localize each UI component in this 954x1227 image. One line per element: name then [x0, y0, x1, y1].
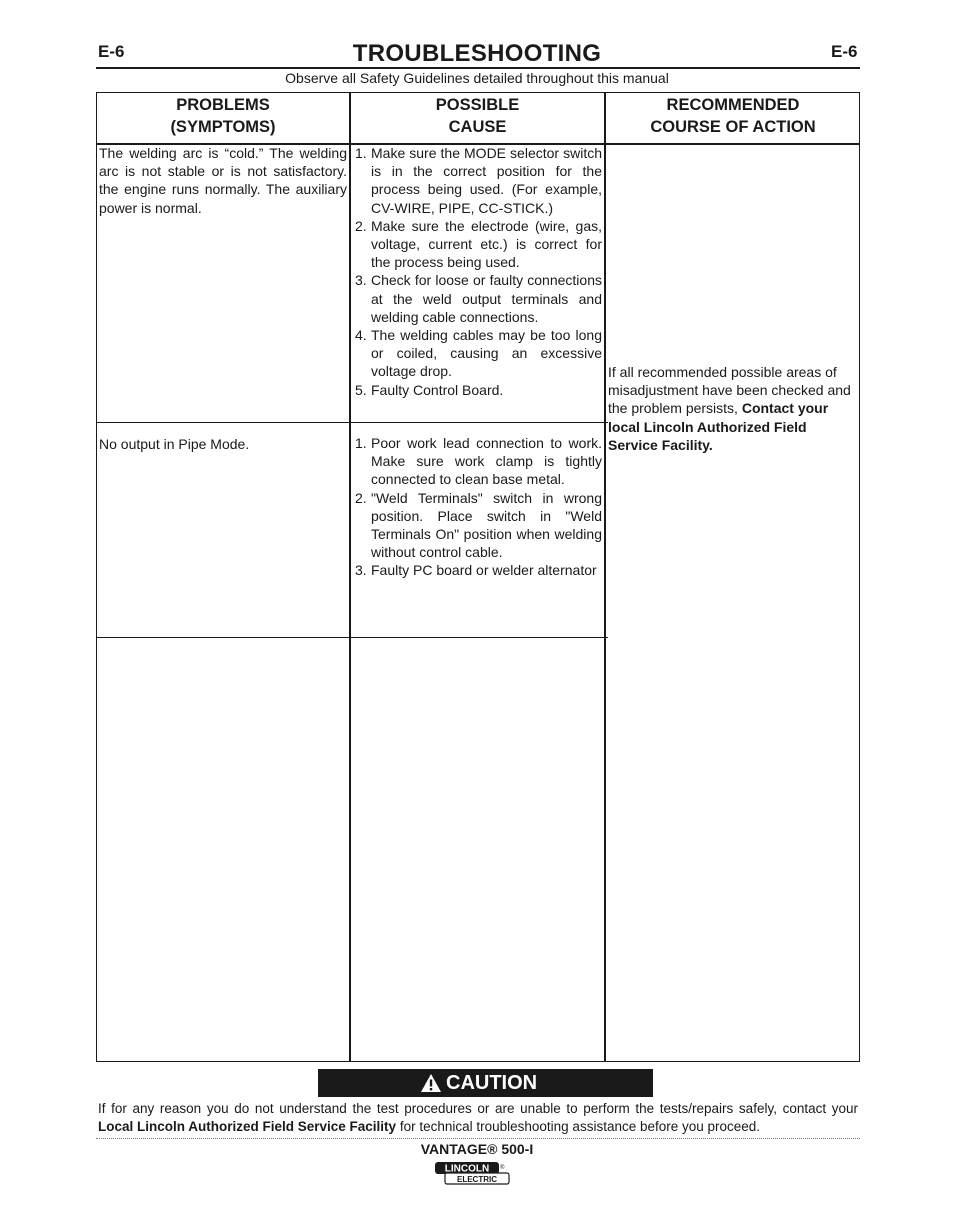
title-rule — [96, 67, 860, 69]
footer-rule — [96, 1138, 860, 1139]
column-divider — [349, 93, 351, 1061]
cause-text: Poor work lead connection to work. Make sure work clamp is tightly connected to clean base metal. — [371, 435, 602, 488]
cause-item — [352, 381, 602, 399]
header-problems-line2: (SYMPTOMS) — [170, 118, 276, 136]
caution-text-outro: for technical troubleshooting assistance before you proceed. — [399, 1119, 761, 1134]
problem-no-output-pipe: No output in Pipe Mode. — [99, 436, 250, 452]
svg-text:®: ® — [500, 1165, 505, 1171]
recommended-action — [608, 363, 858, 454]
caution-text-intro: If for any reason you do not understand the test procedures or are unable to perform the tests/repairs safely, contact your — [98, 1101, 858, 1116]
caution-banner — [318, 1069, 653, 1097]
header-cause-line1: POSSIBLE — [435, 96, 520, 114]
lincoln-electric-logo — [434, 1161, 510, 1185]
problem-cold-arc: The welding arc is “cold.” The welding arc is not stable or is not satisfactory. the engine runs normally. The auxiliary power is normal. — [99, 145, 347, 216]
cause-item — [352, 489, 602, 562]
header-action — [606, 93, 860, 144]
cause-text: "Weld Terminals" switch in wrong position. Place switch in "Weld Terminals On" position when welding without control cable. — [371, 489, 602, 561]
causes-no-output-pipe — [352, 434, 602, 580]
cause-number: 5. — [355, 381, 367, 398]
header-action-line1: RECOMMENDED — [666, 96, 800, 114]
column-divider — [604, 93, 606, 1061]
cause-item — [352, 326, 602, 381]
cause-item — [352, 217, 602, 272]
svg-text:LINCOLN: LINCOLN — [444, 1163, 490, 1175]
cause-item — [352, 271, 602, 326]
action-contact-text: Contact your local Lincoln Authorized Field Service Facility. — [608, 400, 829, 453]
header-action-line2: COURSE OF ACTION — [650, 118, 816, 136]
cause-number: 4. — [355, 327, 367, 344]
cause-text: Make sure the MODE selector switch is in the correct position for the process being used. (For example, CV-WIRE, PIPE, CC-STICK.) — [371, 145, 602, 216]
caution-text-facility: Local Lincoln Authorized Field Service Facility — [98, 1119, 397, 1134]
cause-text: Check for loose or faulty connections at the weld output terminals and welding cable connections. — [371, 272, 602, 325]
cause-text: The welding cables may be too long or coiled, causing an excessive voltage drop. — [371, 327, 602, 380]
cause-text: Make sure the electrode (wire, gas, voltage, current etc.) is correct for the process being used. — [371, 217, 602, 271]
row-divider — [97, 422, 608, 423]
header-problems — [97, 93, 349, 144]
page-title: TROUBLESHOOTING — [352, 40, 602, 67]
cause-item — [352, 434, 602, 489]
action-text: If all recommended possible areas of misadjustment have been checked and the problem persists, — [608, 364, 851, 417]
header-cause-line2: CAUSE — [448, 118, 507, 136]
cause-number: 3. — [355, 272, 367, 289]
caution-label: CAUTION — [446, 1072, 538, 1094]
safety-note: Observe all Safety Guidelines detailed throughout this manual — [285, 70, 669, 86]
header-cause — [351, 93, 604, 144]
warning-triangle-icon — [420, 1073, 442, 1093]
cause-number: 3. — [355, 562, 367, 579]
product-name: VANTAGE® 500-I — [420, 1141, 534, 1157]
cause-item — [352, 144, 602, 217]
svg-text:ELECTRIC: ELECTRIC — [457, 1175, 497, 1184]
caution-text — [98, 1100, 858, 1136]
cause-number: 2. — [355, 489, 367, 506]
cause-number: 2. — [355, 217, 367, 234]
cause-text: Faulty PC board or welder alternator — [371, 562, 597, 579]
header-problems-line1: PROBLEMS — [176, 96, 270, 114]
row-divider — [97, 637, 608, 638]
cause-item — [352, 561, 602, 579]
cause-text: Faulty Control Board. — [371, 381, 504, 398]
troubleshooting-table — [96, 92, 860, 1062]
cause-number: 1. — [355, 145, 367, 161]
section-number-right: E-6 — [831, 42, 858, 61]
cause-number: 1. — [355, 435, 367, 451]
section-number-left: E-6 — [98, 42, 125, 61]
causes-cold-arc — [352, 144, 602, 399]
